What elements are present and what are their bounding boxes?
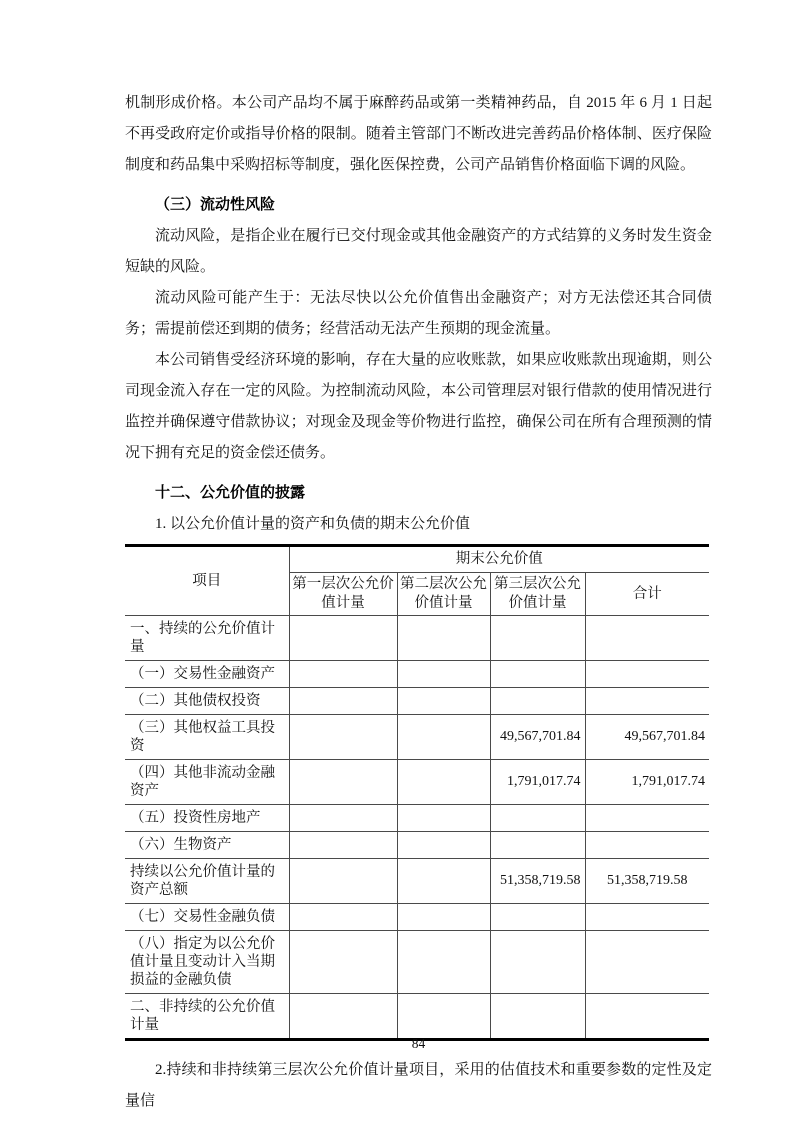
table-row-other-noncurrent-financial-assets xyxy=(125,760,709,805)
row-level2-value xyxy=(397,994,490,1040)
row-level1-value xyxy=(289,661,397,688)
row-level3-value xyxy=(490,832,585,859)
row-total-value xyxy=(585,805,709,832)
row-total-value xyxy=(585,904,709,931)
table-row-trading-financial-assets xyxy=(125,661,709,688)
column-header-level2: 第二层次公允价值计量 xyxy=(397,573,490,616)
page-number: 84 xyxy=(411,1036,426,1051)
row-level3-value xyxy=(490,661,585,688)
row-total-value: 1,791,017.74 xyxy=(585,760,709,805)
row-level1-value xyxy=(289,931,397,994)
table-row-continuous-section xyxy=(125,616,709,661)
page-content xyxy=(125,88,712,1117)
paragraph-liquidity-control: 本公司销售受经济环境的影响，存在大量的应收账款，如果应收账款出现逾期，则公司现金流入存在一定的风险。为控制流动风险，本公司管理层对银行借款的使用情况进行监控并确保遵守借款协议；对现金及现金等价物进行监控，确保公司在所有合理预测的情况下拥有充足的资金偿还债务。 xyxy=(125,352,712,461)
row-total-value xyxy=(585,994,709,1040)
column-header-total: 合计 xyxy=(585,573,709,616)
row-level2-value xyxy=(397,859,490,904)
row-level1-value xyxy=(289,832,397,859)
row-level3-value: 49,567,701.84 xyxy=(490,715,585,760)
column-group-header-ending-fair-value: 期末公允价值 xyxy=(289,546,709,573)
row-label: （八）指定为以公允价值计量且变动计入当期损益的金融负债 xyxy=(125,931,289,994)
row-total-value xyxy=(585,688,709,715)
table-row-biological-assets xyxy=(125,832,709,859)
row-total-value: 49,567,701.84 xyxy=(585,715,709,760)
row-label: （七）交易性金融负债 xyxy=(125,904,289,931)
table-row-investment-property xyxy=(125,805,709,832)
row-label: 一、持续的公允价值计量 xyxy=(125,616,289,661)
row-level2-value xyxy=(397,661,490,688)
row-level2-value xyxy=(397,715,490,760)
row-level2-value xyxy=(397,805,490,832)
row-label: （一）交易性金融资产 xyxy=(125,661,289,688)
subheading-fair-value-item-1: 1. 以公允价值计量的资产和负债的期末公允价值 xyxy=(155,516,471,532)
row-label: （五）投资性房地产 xyxy=(125,805,289,832)
row-level1-value xyxy=(289,904,397,931)
row-level1-value xyxy=(289,688,397,715)
table-row-other-equity-investments xyxy=(125,715,709,760)
row-level3-value: 51,358,719.58 xyxy=(490,859,585,904)
fair-value-table xyxy=(125,544,709,1041)
row-level1-value xyxy=(289,994,397,1040)
table-row-noncontinuous-section xyxy=(125,994,709,1040)
row-total-value xyxy=(585,661,709,688)
row-label: 持续以公允价值计量的资产总额 xyxy=(125,859,289,904)
row-level1-value xyxy=(289,760,397,805)
column-header-level1: 第一层次公允价值计量 xyxy=(289,573,397,616)
paragraph-liquidity-definition: 流动风险，是指企业在履行已交付现金或其他金融资产的方式结算的义务时发生资金短缺的风险。 xyxy=(125,228,712,275)
row-level3-value xyxy=(490,616,585,661)
row-level2-value xyxy=(397,931,490,994)
row-total-value xyxy=(585,832,709,859)
row-level3-value xyxy=(490,688,585,715)
row-level3-value xyxy=(490,904,585,931)
table-row-designated-fvtpl-liabilities xyxy=(125,931,709,994)
paragraph-fair-value-item-2: 2.持续和非持续第三层次公允价值计量项目，采用的估值技术和重要参数的定性及定量信 xyxy=(125,1062,712,1109)
row-total-value xyxy=(585,616,709,661)
row-level2-value xyxy=(397,688,490,715)
row-level1-value xyxy=(289,616,397,661)
row-level1-value xyxy=(289,805,397,832)
heading-liquidity-risk: （三）流动性风险 xyxy=(155,197,276,213)
table-row-trading-financial-liabilities xyxy=(125,904,709,931)
row-label: （二）其他债权投资 xyxy=(125,688,289,715)
column-header-item: 项目 xyxy=(125,546,289,616)
row-level1-value xyxy=(289,859,397,904)
row-level2-value xyxy=(397,760,490,805)
row-level3-value xyxy=(490,994,585,1040)
row-label: 二、非持续的公允价值计量 xyxy=(125,994,289,1040)
row-total-value: 51,358,719.58 xyxy=(585,859,709,904)
row-label: （六）生物资产 xyxy=(125,832,289,859)
row-level1-value xyxy=(289,715,397,760)
row-level3-value: 1,791,017.74 xyxy=(490,760,585,805)
table-row-other-debt-investments xyxy=(125,688,709,715)
row-level2-value xyxy=(397,616,490,661)
paragraph-price-mechanism: 机制形成价格。本公司产品均不属于麻醉药品或第一类精神药品，自 2015 年 6 月 1 日起不再受政府定价或指导价格的限制。随着主管部门不断改进完善药品价格体制、医疗保险制度和药品集中采购招标等制度，强化医保控费，公司产品销售价格面临下调的风险。 xyxy=(125,95,712,173)
row-level2-value xyxy=(397,832,490,859)
row-label: （三）其他权益工具投资 xyxy=(125,715,289,760)
row-level3-value xyxy=(490,931,585,994)
paragraph-liquidity-sources: 流动风险可能产生于：无法尽快以公允价值售出金融资产；对方无法偿还其合同债务；需提前偿还到期的债务；经营活动无法产生预期的现金流量。 xyxy=(125,290,712,337)
heading-fair-value-disclosure: 十二、公允价值的披露 xyxy=(155,485,306,501)
row-total-value xyxy=(585,931,709,994)
table-row-continuous-assets-total xyxy=(125,859,709,904)
column-header-level3: 第三层次公允价值计量 xyxy=(490,573,585,616)
row-label: （四）其他非流动金融资产 xyxy=(125,760,289,805)
row-level3-value xyxy=(490,805,585,832)
row-level2-value xyxy=(397,904,490,931)
